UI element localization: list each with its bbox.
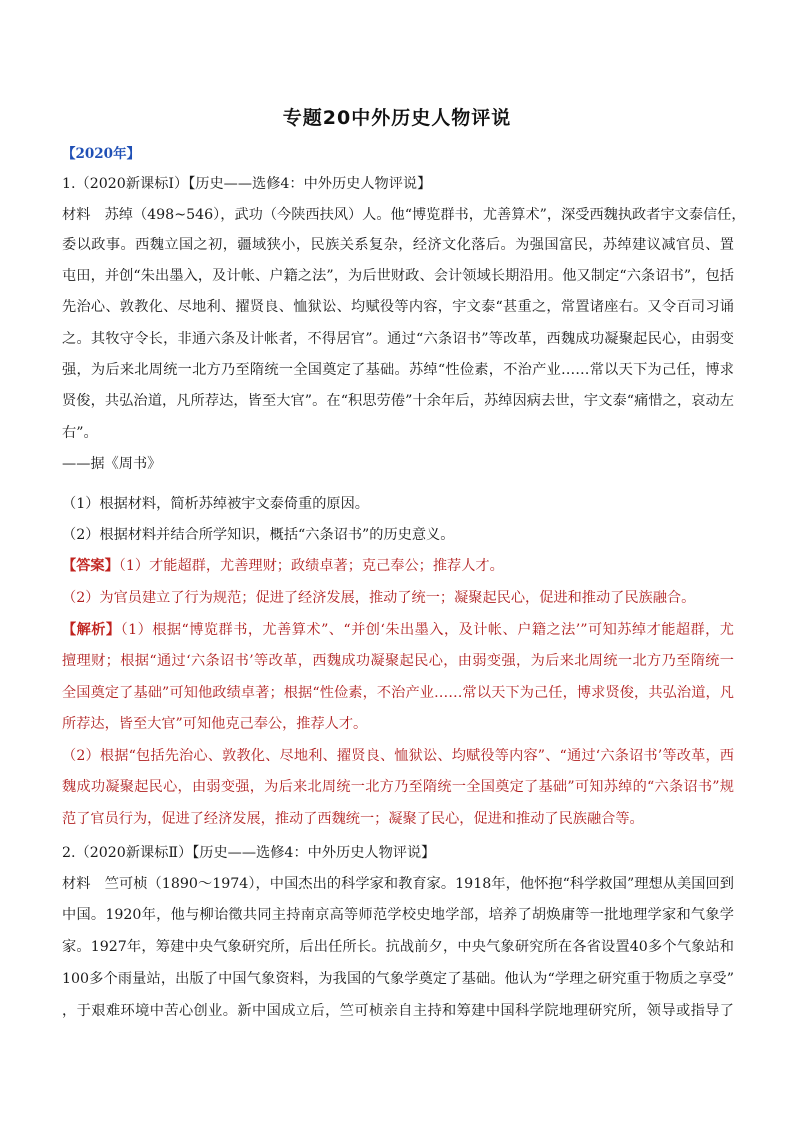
q1-question-2: （2）根据材料并结合所学知识，概括“六条诏书”的历史意义。 — [62, 527, 455, 543]
q1-material-line: 强，为后来北周统一北方乃至隋统一全国奠定了基础。苏绰“性俭素，不治产业……常以天下为己任，博求 — [62, 362, 734, 378]
q1-material-line: 屯田，并创“朱出墨入，及计帐、户籍之法”，为后世财政、会计领域长期沿用。他又制定“六条诏书”，包括 — [62, 268, 734, 284]
q1-answer-text-1: （1）才能超群，尤善理财；政绩卓著；克己奉公；推荐人才。 — [118, 558, 504, 574]
q1-answer-line-1 — [62, 553, 734, 579]
q1-analysis-line: 范了官员行为，促进了经济发展，推动了西魏统一；凝聚了民心，促进和推动了民族融合等。 — [62, 811, 644, 827]
q2-material-line: 中国。1920年，他与柳诒徵共同主持南京高等师范学校史地学部，培养了胡焕庸等一批地理学家和气象学 — [62, 907, 734, 923]
year-heading: 【2020年】 — [62, 146, 141, 162]
q1-analysis-line: （2）根据“包括先治心、敦教化、尽地利、擢贤良、恤狱讼、均赋役等内容”、“通过‘六条诏书’等改革，西 — [62, 748, 734, 764]
q2-material-line: 家。1927年，筹建中央气象研究所，后出任所长。抗战前夕，中央气象研究所在各省设置40多个气象站和 — [62, 939, 734, 955]
q2-header: 2.（2020新课标Ⅱ）【历史——选修4：中外历史人物评说】 — [62, 845, 436, 861]
q1-source: ——据《周书》 — [62, 456, 162, 472]
q1-material-line: 先治心、敦教化、尽地利、擢贤良、恤狱讼、均赋役等内容，宇文泰“甚重之，常置诸座右。又令百司习诵 — [62, 299, 734, 315]
q1-analysis-line: 魏成功凝聚起民心，由弱变强，为后来北周统一北方乃至隋统一全国奠定了基础”可知苏绰的“六条诏书”规 — [62, 779, 734, 795]
analysis-tag: 【解析】 — [62, 622, 121, 638]
q1-question-1: （1）根据材料，简析苏绰被宇文泰倚重的原因。 — [62, 496, 369, 512]
q1-material-line: 贤俊，共弘治道，凡所荐达，皆至大官”。在“积思劳倦”十余年后，苏绰因病去世，宇文泰“痛惜之，哀动左 — [62, 393, 734, 409]
q1-material-line: 材料 苏绰（498~546），武功（今陕西扶风）人。他“博览群书，尤善算术”，深受西魏执政者宇文泰信任， — [62, 207, 746, 223]
q1-analysis-text-1: （1）根据“博览群书，尤善算术”、“并创‘朱出墨入，及计帐、户籍之法’”可知苏绰才能超群，尤 — [120, 622, 734, 638]
q1-answer-line-2: （2）为官员建立了行为规范；促进了经济发展，推动了统一；凝聚起民心，促进和推动了民族融合。 — [62, 590, 696, 606]
q1-analysis-line-1 — [62, 617, 734, 643]
page-title: 专题20中外历史人物评说 — [282, 107, 512, 129]
q2-material-line: ，于艰难环境中苦心创业。新中国成立后，竺可桢亲自主持和筹建中国科学院地理研究所，领导或指导了 — [62, 1003, 734, 1019]
q2-material-line: 材料 竺可桢（1890～1974），中国杰出的科学家和教育家。1918年，他怀抱“科学救国”理想从美国回到 — [62, 876, 734, 892]
q1-analysis-line: 所荐达，皆至大官”可知他克己奉公，推荐人才。 — [62, 716, 368, 732]
q1-material-line: 右”。 — [62, 425, 98, 441]
answer-tag: 【答案】 — [62, 558, 119, 574]
q1-material-line: 之。其牧守令长，非通六条及计帐者，不得居官”。通过“六条诏书”等改革，西魏成功凝聚起民心，由弱变 — [62, 331, 734, 347]
q1-analysis-line: 全国奠定了基础”可知他政绩卓著；根据“性俭素，不治产业……常以天下为己任，博求贤俊，共弘治道，凡 — [62, 685, 734, 701]
q1-material-line: 委以政事。西魏立国之初，疆域狭小，民族关系复杂，经济文化落后。为强国富民，苏绰建议减官员、置 — [62, 237, 734, 253]
q2-material-line: 100多个雨量站，出版了中国气象资料，为我国的气象学奠定了基础。他认为“学理之研究重于物质之享受” — [62, 971, 734, 987]
q1-header: 1.（2020新课标Ⅰ）【历史——选修4：中外历史人物评说】 — [62, 176, 432, 192]
q1-analysis-line: 擅理财；根据“通过‘六条诏书’等改革，西魏成功凝聚起民心，由弱变强，为后来北周统一北方乃至隋统一 — [62, 653, 734, 669]
